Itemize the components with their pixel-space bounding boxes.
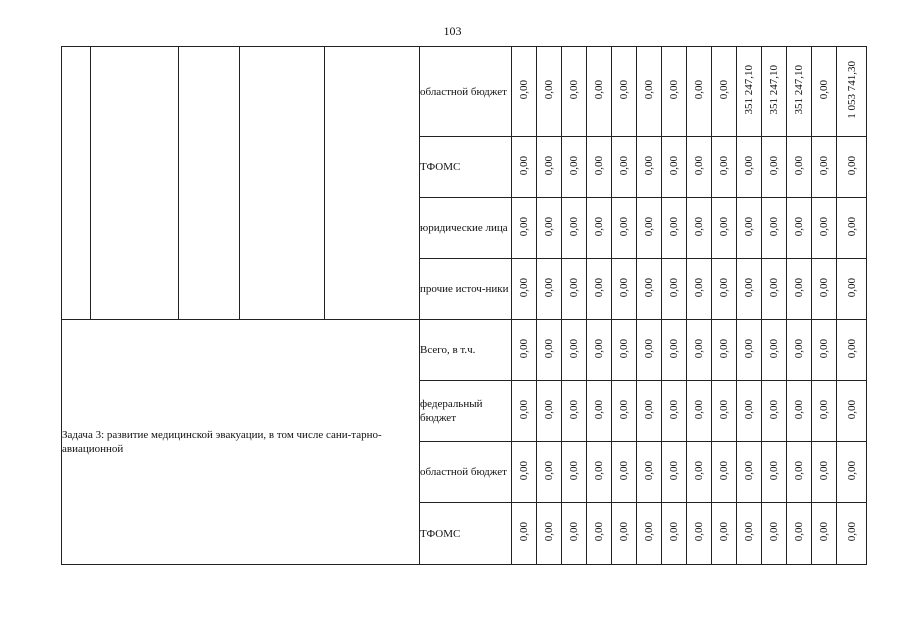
value-text: 0,00 xyxy=(668,277,680,298)
value-text: 0,00 xyxy=(793,216,805,237)
value-text: 0,00 xyxy=(818,338,830,359)
value-cell xyxy=(612,137,637,198)
value-text: 0,00 xyxy=(793,155,805,176)
value-cell xyxy=(512,137,537,198)
value-text: 0,00 xyxy=(643,216,655,237)
value-cell xyxy=(512,503,537,565)
value-cell xyxy=(737,198,762,259)
value-text: 0,00 xyxy=(693,155,705,176)
value-cell xyxy=(612,47,637,137)
value-cell xyxy=(562,198,587,259)
value-cell xyxy=(562,503,587,565)
value-cell xyxy=(687,320,712,381)
value-cell xyxy=(837,503,867,565)
value-cell xyxy=(762,47,787,137)
funding-source-label: Всего, в т.ч. xyxy=(420,320,512,381)
value-text: 0,00 xyxy=(543,460,555,481)
value-text: 0,00 xyxy=(518,277,530,298)
value-cell xyxy=(662,137,687,198)
value-cell xyxy=(612,442,637,503)
value-cell xyxy=(512,442,537,503)
value-text: 0,00 xyxy=(618,460,630,481)
value-cell xyxy=(837,137,867,198)
value-text: 0,00 xyxy=(593,80,605,100)
value-cell xyxy=(537,47,562,137)
funding-source-label: областной бюджет xyxy=(420,47,512,137)
value-cell xyxy=(512,47,537,137)
value-cell xyxy=(612,381,637,442)
value-text: 0,00 xyxy=(818,80,830,100)
value-text: 0,00 xyxy=(768,338,780,359)
value-text: 1 053 741,30 xyxy=(845,61,858,119)
value-cell xyxy=(812,259,837,320)
value-cell xyxy=(537,320,562,381)
value-cell xyxy=(512,381,537,442)
value-text: 0,00 xyxy=(768,522,780,542)
value-cell xyxy=(787,259,812,320)
value-text: 0,00 xyxy=(718,80,730,100)
value-cell xyxy=(762,198,787,259)
value-cell xyxy=(612,320,637,381)
value-text: 0,00 xyxy=(668,216,680,237)
page-number: 103 xyxy=(443,24,462,38)
value-cell xyxy=(787,137,812,198)
value-text: 0,00 xyxy=(743,338,755,359)
funding-source-label: федеральный бюджет xyxy=(420,381,512,442)
value-text: 0,00 xyxy=(568,277,580,298)
value-text: 0,00 xyxy=(845,277,858,298)
value-cell xyxy=(712,320,737,381)
value-cell xyxy=(612,259,637,320)
value-cell xyxy=(812,198,837,259)
value-text: 0,00 xyxy=(543,338,555,359)
value-cell xyxy=(612,198,637,259)
value-text: 0,00 xyxy=(768,399,780,420)
value-text: 0,00 xyxy=(593,277,605,298)
value-text: 0,00 xyxy=(743,277,755,298)
value-text: 0,00 xyxy=(618,80,630,100)
value-text: 351 247,10 xyxy=(768,65,780,115)
value-text: 0,00 xyxy=(593,399,605,420)
empty-merged-cell xyxy=(91,47,179,320)
value-cell xyxy=(837,442,867,503)
value-cell xyxy=(787,198,812,259)
value-cell xyxy=(512,198,537,259)
value-cell xyxy=(687,137,712,198)
value-text: 0,00 xyxy=(643,460,655,481)
value-text: 351 247,10 xyxy=(793,65,805,115)
value-cell xyxy=(537,198,562,259)
empty-merged-cell xyxy=(325,47,420,320)
value-cell xyxy=(512,320,537,381)
task-description: Задача 3: развитие медицинской эвакуации, в том числе сани-тарно-авиационной xyxy=(62,320,420,565)
value-cell xyxy=(637,381,662,442)
funding-source-label: областной бюджет xyxy=(420,442,512,503)
value-text: 0,00 xyxy=(518,80,530,100)
value-text: 0,00 xyxy=(845,522,858,542)
value-cell xyxy=(562,47,587,137)
value-cell xyxy=(812,442,837,503)
value-cell xyxy=(662,320,687,381)
value-text: 0,00 xyxy=(518,155,530,176)
value-text: 0,00 xyxy=(768,460,780,481)
value-cell xyxy=(812,137,837,198)
value-text: 0,00 xyxy=(668,155,680,176)
value-cell xyxy=(637,47,662,137)
value-text: 0,00 xyxy=(593,216,605,237)
value-text: 0,00 xyxy=(845,338,858,359)
value-cell xyxy=(562,320,587,381)
value-cell xyxy=(737,47,762,137)
value-text: 0,00 xyxy=(518,216,530,237)
value-cell xyxy=(637,503,662,565)
value-text: 0,00 xyxy=(793,522,805,542)
value-text: 0,00 xyxy=(845,399,858,420)
value-text: 0,00 xyxy=(768,155,780,176)
value-cell xyxy=(562,137,587,198)
value-cell xyxy=(587,259,612,320)
value-cell xyxy=(687,198,712,259)
value-text: 0,00 xyxy=(818,277,830,298)
value-text: 0,00 xyxy=(818,155,830,176)
value-cell xyxy=(537,503,562,565)
value-text: 0,00 xyxy=(845,216,858,237)
value-cell xyxy=(712,259,737,320)
value-text: 0,00 xyxy=(643,522,655,542)
value-cell xyxy=(712,503,737,565)
value-cell xyxy=(662,503,687,565)
value-text: 0,00 xyxy=(818,399,830,420)
value-cell xyxy=(687,381,712,442)
value-text: 0,00 xyxy=(693,460,705,481)
value-text: 0,00 xyxy=(593,522,605,542)
value-cell xyxy=(812,503,837,565)
value-cell xyxy=(812,381,837,442)
value-text: 0,00 xyxy=(718,522,730,542)
value-cell xyxy=(762,320,787,381)
value-text: 0,00 xyxy=(618,216,630,237)
value-text: 0,00 xyxy=(718,277,730,298)
value-text: 0,00 xyxy=(568,216,580,237)
value-text: 0,00 xyxy=(718,338,730,359)
value-cell xyxy=(762,442,787,503)
value-text: 0,00 xyxy=(693,277,705,298)
value-text: 0,00 xyxy=(543,80,555,100)
value-text: 0,00 xyxy=(718,155,730,176)
value-cell xyxy=(537,137,562,198)
value-cell xyxy=(787,320,812,381)
value-text: 0,00 xyxy=(693,80,705,100)
value-cell xyxy=(787,442,812,503)
value-text: 0,00 xyxy=(818,216,830,237)
value-text: 0,00 xyxy=(618,277,630,298)
value-text: 0,00 xyxy=(643,277,655,298)
value-cell xyxy=(662,198,687,259)
value-cell xyxy=(712,137,737,198)
value-cell xyxy=(812,320,837,381)
value-cell xyxy=(537,381,562,442)
value-cell xyxy=(587,47,612,137)
value-text: 0,00 xyxy=(743,216,755,237)
value-text: 0,00 xyxy=(818,460,830,481)
value-text: 0,00 xyxy=(793,277,805,298)
value-text: 0,00 xyxy=(693,522,705,542)
value-text: 0,00 xyxy=(543,522,555,542)
value-text: 0,00 xyxy=(543,216,555,237)
value-cell xyxy=(787,47,812,137)
value-text: 0,00 xyxy=(668,522,680,542)
value-text: 0,00 xyxy=(668,460,680,481)
value-text: 0,00 xyxy=(568,399,580,420)
value-cell xyxy=(637,198,662,259)
value-cell xyxy=(837,259,867,320)
value-cell xyxy=(687,442,712,503)
value-cell xyxy=(762,259,787,320)
value-cell xyxy=(737,442,762,503)
funding-source-label: юридические лица xyxy=(420,198,512,259)
value-text: 0,00 xyxy=(568,155,580,176)
value-cell xyxy=(512,259,537,320)
value-cell xyxy=(637,137,662,198)
empty-merged-cell xyxy=(62,47,91,320)
value-text: 0,00 xyxy=(643,338,655,359)
value-cell xyxy=(737,137,762,198)
value-text: 0,00 xyxy=(518,338,530,359)
table-row xyxy=(62,47,867,137)
table-row xyxy=(62,320,867,381)
value-text: 0,00 xyxy=(845,155,858,176)
value-text: 0,00 xyxy=(568,338,580,359)
value-text: 351 247,10 xyxy=(743,65,755,115)
value-cell xyxy=(737,381,762,442)
value-text: 0,00 xyxy=(718,460,730,481)
value-cell xyxy=(687,47,712,137)
value-text: 0,00 xyxy=(643,80,655,100)
value-cell xyxy=(612,503,637,565)
value-text: 0,00 xyxy=(518,460,530,481)
value-cell xyxy=(812,47,837,137)
value-cell xyxy=(737,259,762,320)
value-text: 0,00 xyxy=(845,460,858,481)
value-cell xyxy=(737,503,762,565)
value-cell xyxy=(587,137,612,198)
value-cell xyxy=(637,259,662,320)
value-cell xyxy=(562,381,587,442)
value-cell xyxy=(587,320,612,381)
value-text: 0,00 xyxy=(543,399,555,420)
value-cell xyxy=(837,381,867,442)
value-cell xyxy=(737,320,762,381)
value-cell xyxy=(537,259,562,320)
value-cell xyxy=(562,442,587,503)
value-cell xyxy=(637,320,662,381)
value-text: 0,00 xyxy=(793,460,805,481)
value-text: 0,00 xyxy=(668,338,680,359)
value-text: 0,00 xyxy=(593,460,605,481)
value-text: 0,00 xyxy=(743,155,755,176)
value-text: 0,00 xyxy=(818,522,830,542)
value-text: 0,00 xyxy=(568,80,580,100)
value-cell xyxy=(662,442,687,503)
value-text: 0,00 xyxy=(768,216,780,237)
funding-source-label: ТФОМС xyxy=(420,503,512,565)
value-text: 0,00 xyxy=(793,399,805,420)
funding-table xyxy=(61,46,867,565)
value-text: 0,00 xyxy=(618,399,630,420)
value-cell xyxy=(562,259,587,320)
value-cell xyxy=(537,442,562,503)
value-text: 0,00 xyxy=(643,399,655,420)
value-cell xyxy=(712,381,737,442)
value-cell xyxy=(837,198,867,259)
value-text: 0,00 xyxy=(693,338,705,359)
value-cell xyxy=(762,503,787,565)
value-cell xyxy=(662,381,687,442)
value-cell xyxy=(587,442,612,503)
value-cell xyxy=(662,47,687,137)
value-cell xyxy=(787,381,812,442)
value-cell xyxy=(762,137,787,198)
value-text: 0,00 xyxy=(718,216,730,237)
value-cell xyxy=(637,442,662,503)
value-text: 0,00 xyxy=(743,522,755,542)
value-text: 0,00 xyxy=(668,399,680,420)
value-text: 0,00 xyxy=(568,460,580,481)
value-cell xyxy=(587,381,612,442)
value-text: 0,00 xyxy=(643,155,655,176)
value-cell xyxy=(787,503,812,565)
value-text: 0,00 xyxy=(618,522,630,542)
value-text: 0,00 xyxy=(718,399,730,420)
value-cell xyxy=(687,503,712,565)
value-text: 0,00 xyxy=(518,522,530,542)
value-text: 0,00 xyxy=(543,277,555,298)
value-cell xyxy=(587,198,612,259)
value-text: 0,00 xyxy=(518,399,530,420)
value-text: 0,00 xyxy=(618,155,630,176)
value-text: 0,00 xyxy=(743,399,755,420)
funding-source-label: прочие источ-ники xyxy=(420,259,512,320)
value-cell xyxy=(837,47,867,137)
value-text: 0,00 xyxy=(568,522,580,542)
value-text: 0,00 xyxy=(618,338,630,359)
value-text: 0,00 xyxy=(768,277,780,298)
value-cell xyxy=(712,47,737,137)
empty-merged-cell xyxy=(179,47,240,320)
funding-source-label: ТФОМС xyxy=(420,137,512,198)
value-text: 0,00 xyxy=(693,399,705,420)
value-text: 0,00 xyxy=(593,338,605,359)
value-cell xyxy=(712,442,737,503)
value-text: 0,00 xyxy=(693,216,705,237)
value-text: 0,00 xyxy=(793,338,805,359)
empty-merged-cell xyxy=(240,47,325,320)
value-cell xyxy=(712,198,737,259)
value-cell xyxy=(662,259,687,320)
value-text: 0,00 xyxy=(743,460,755,481)
value-text: 0,00 xyxy=(593,155,605,176)
value-cell xyxy=(587,503,612,565)
value-text: 0,00 xyxy=(543,155,555,176)
value-text: 0,00 xyxy=(668,80,680,100)
value-cell xyxy=(762,381,787,442)
value-cell xyxy=(837,320,867,381)
value-cell xyxy=(687,259,712,320)
